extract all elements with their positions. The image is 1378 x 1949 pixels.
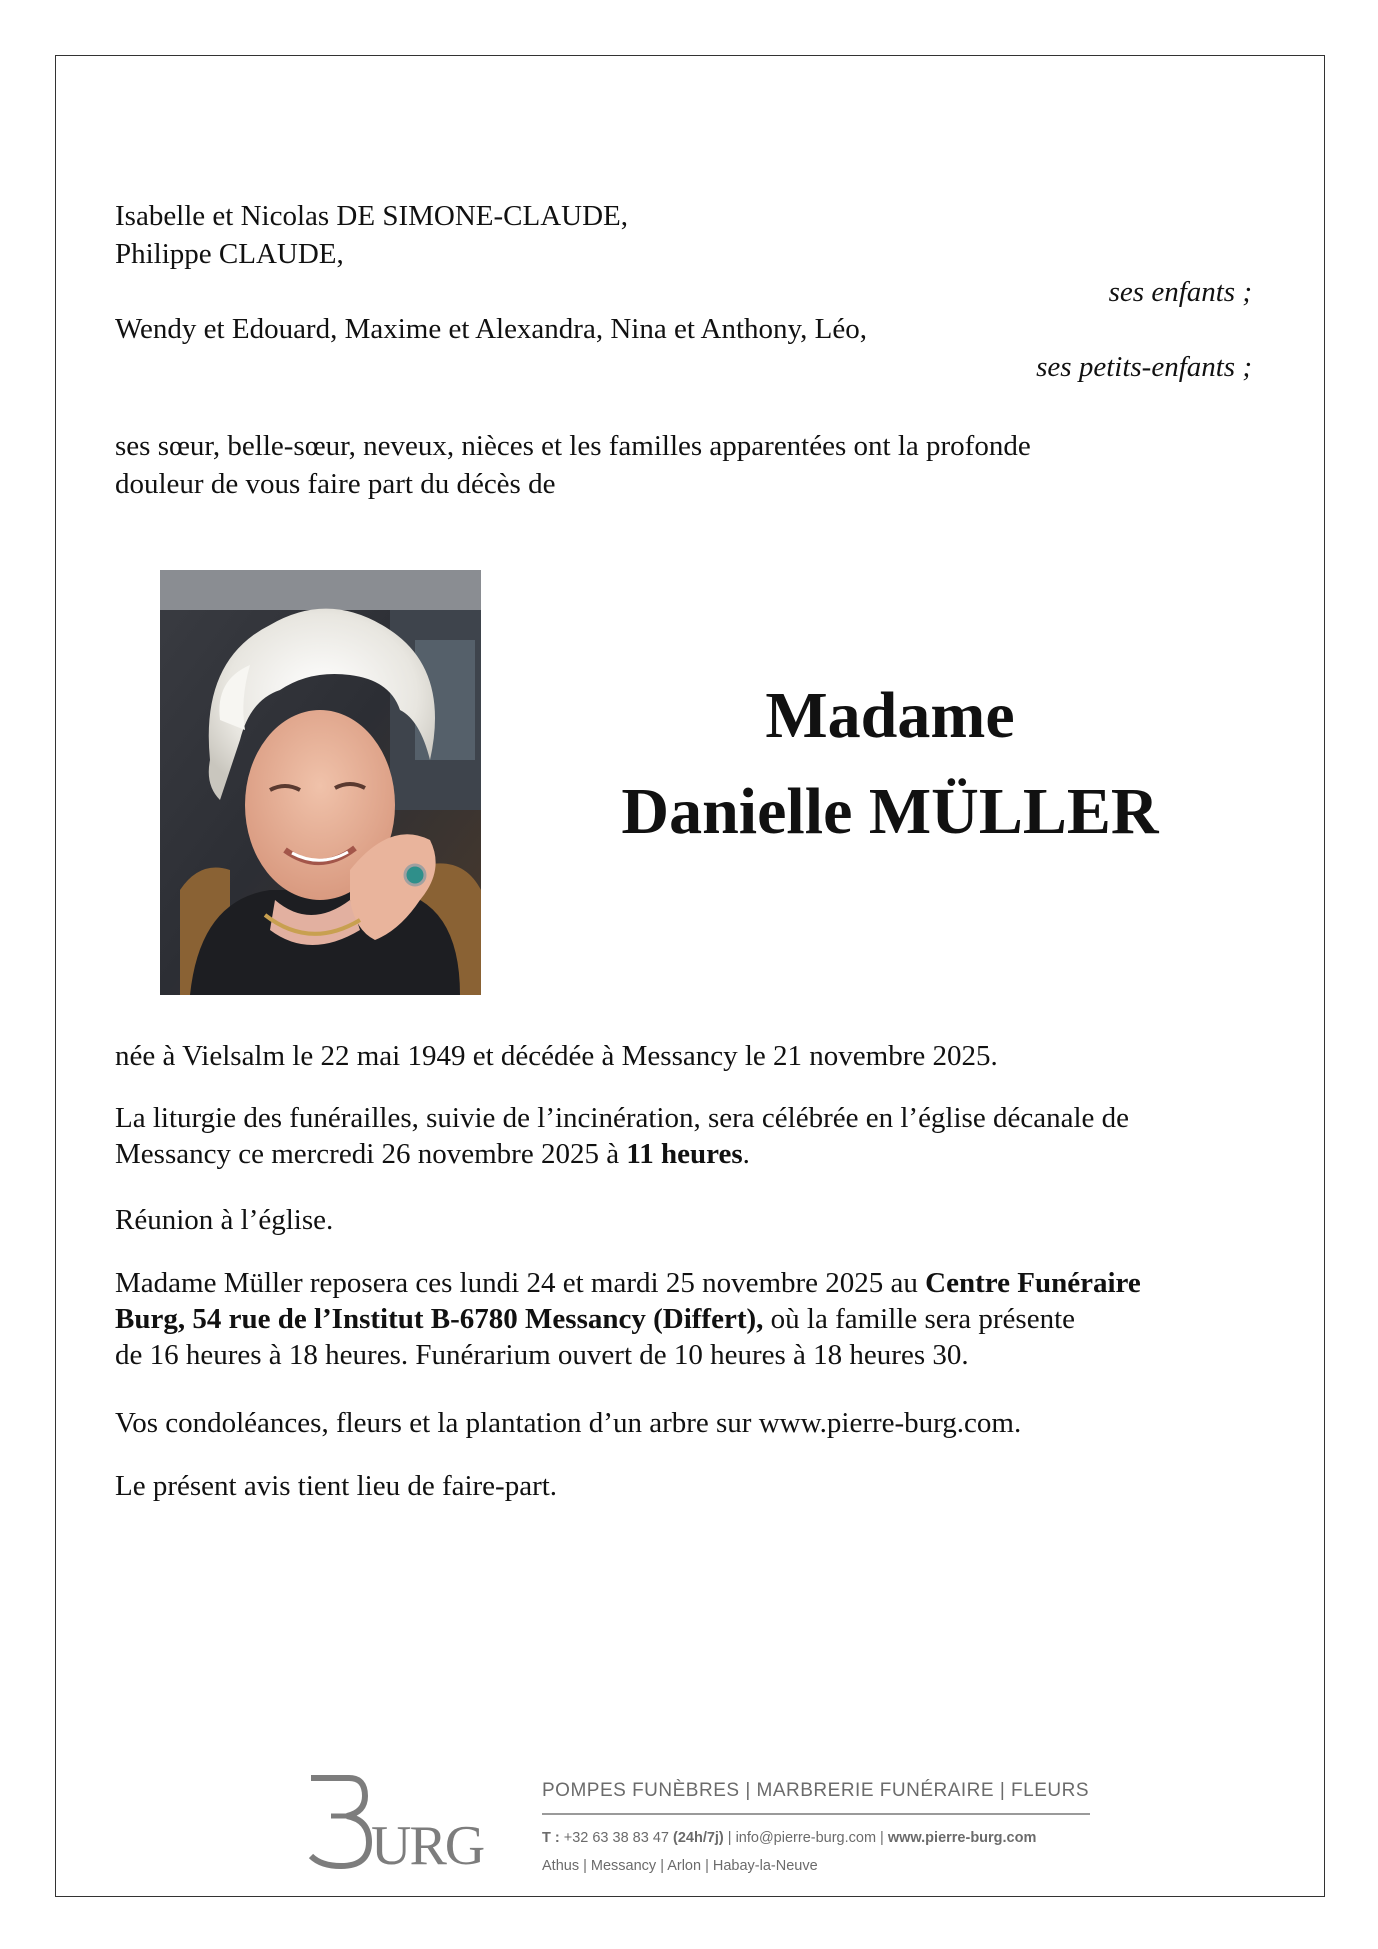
children-role: ses enfants ; (1108, 276, 1252, 308)
children-line-1: Isabelle et Nicolas DE SIMONE-CLAUDE, (115, 200, 629, 232)
birth-death-info: née à Vielsalm le 22 mai 1949 et décédée à Messancy le 21 novembre 2025. (115, 1040, 998, 1072)
rest-line-3: de 16 heures à 18 heures. Funérarium ouvert de 10 heures à 18 heures 30. (115, 1339, 969, 1371)
portrait-photo (160, 570, 481, 995)
family-presence-text: où la famille sera présente (763, 1303, 1075, 1335)
rest-paragraph (115, 1265, 1275, 1373)
footer-phone[interactable]: +32 63 38 83 47 (559, 1830, 673, 1846)
rest-line-2 (115, 1301, 1275, 1337)
rest-text: Madame Müller reposera ces lundi 24 et mardi 25 novembre 2025 au (115, 1267, 926, 1299)
phone-label: T : (542, 1830, 560, 1846)
liturgy-period: . (742, 1138, 750, 1170)
footer-divider (542, 1813, 1090, 1815)
relatives-line-1: ses sœur, belle-sœur, neveux, nièces et les familles apparentées ont la profonde (115, 430, 1031, 462)
liturgy-line-2 (115, 1136, 1275, 1172)
grandchildren-role: ses petits-enfants ; (1036, 351, 1252, 383)
liturgy-paragraph (115, 1100, 1275, 1172)
burg-logo (305, 1772, 495, 1872)
liturgy-time: 11 heures (626, 1138, 743, 1170)
liturgy-text: Messancy ce mercredi 26 novembre 2025 à (115, 1138, 627, 1170)
footer-contact (542, 1830, 1036, 1846)
condolences-info: Vos condoléances, fleurs et la plantation d’un arbre sur www.pierre-burg.com. (115, 1407, 1022, 1439)
funeral-center-name: Centre Funéraire (925, 1267, 1141, 1299)
children-line-2: Philippe CLAUDE, (115, 238, 344, 270)
reunion-info: Réunion à l’église. (115, 1204, 334, 1236)
footer-services: POMPES FUNÈBRES | MARBRERIE FUNÉRAIRE | FLEURS (542, 1780, 1090, 1801)
footer-website-link[interactable]: www.pierre-burg.com (887, 1830, 1037, 1846)
grandchildren-line: Wendy et Edouard, Maxime et Alexandra, Nina et Anthony, Léo, (115, 313, 867, 345)
footer-email[interactable]: | info@pierre-burg.com | (723, 1830, 888, 1846)
footer-locations: Athus | Messancy | Arlon | Habay-la-Neuve (542, 1858, 818, 1874)
deceased-title: Madame (765, 679, 1015, 752)
funeral-center-address: Burg, 54 rue de l’Institut B-6780 Messancy (Differt), (115, 1303, 764, 1335)
rest-line-1 (115, 1265, 1275, 1301)
deceased-name: Danielle MÜLLER (621, 775, 1159, 848)
notice-info: Le présent avis tient lieu de faire-part. (115, 1470, 558, 1502)
phone-hours: (24h/7j) (673, 1830, 724, 1846)
liturgy-line-1: La liturgie des funérailles, suivie de l’incinération, sera célébrée en l’église décanale de (115, 1102, 1129, 1134)
logo-lettering: URG (371, 1815, 484, 1872)
relatives-line-2: douleur de vous faire part du décès de (115, 468, 556, 500)
